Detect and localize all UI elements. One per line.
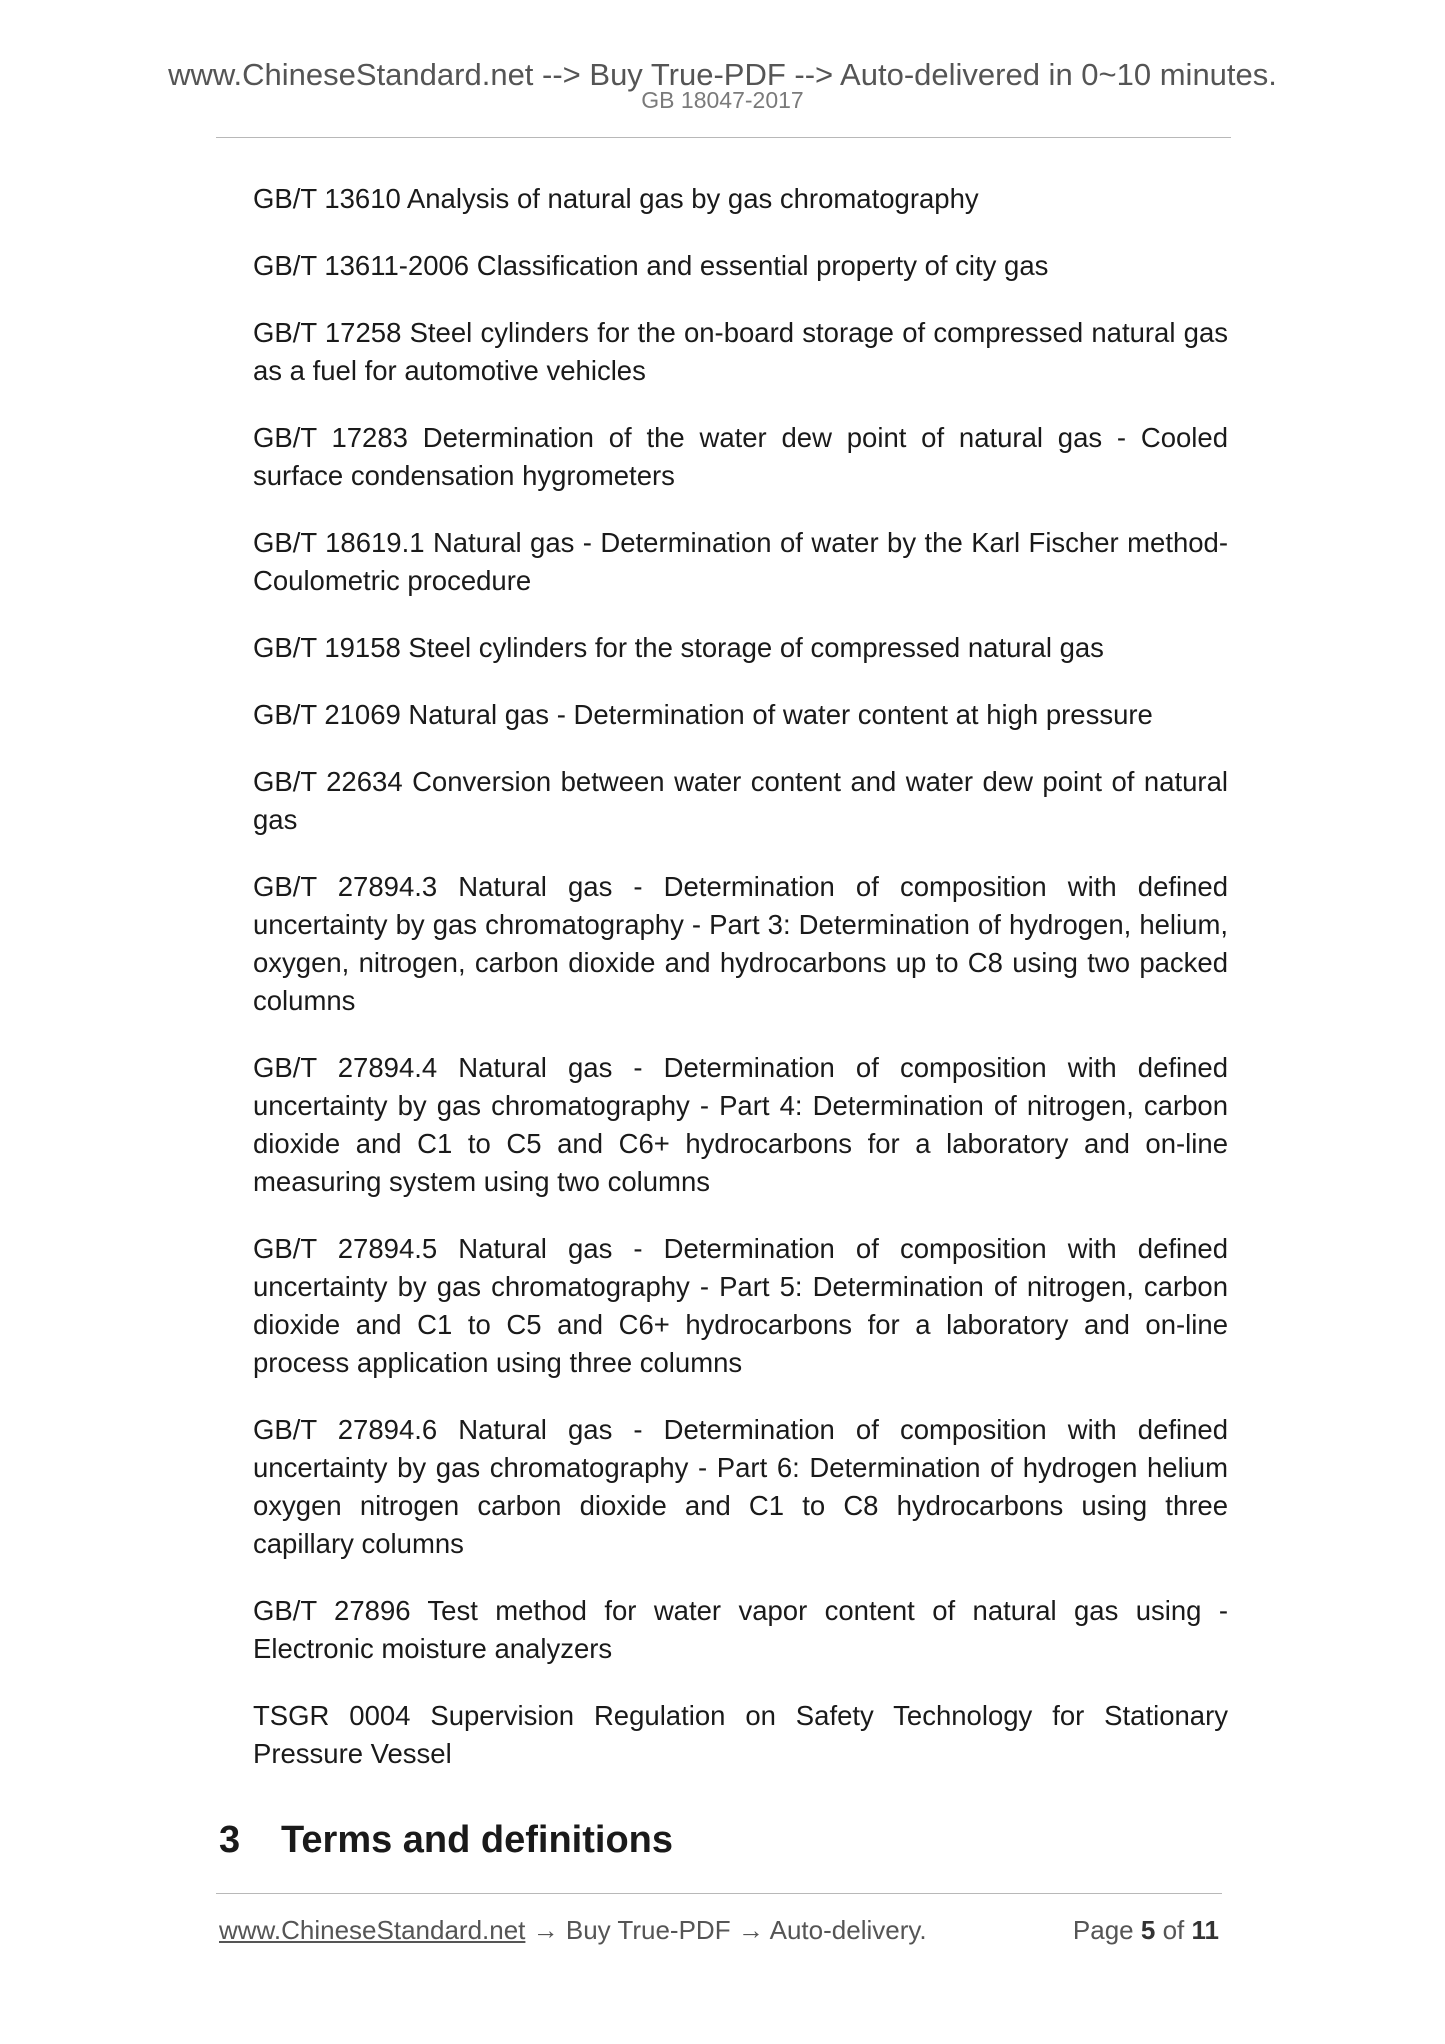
- reference-item: GB/T 19158 Steel cylinders for the storage of compressed natural gas: [253, 632, 1104, 663]
- reference-item: GB/T 27894.6 Natural gas - Determination of composition with defined uncertainty by gas chromatography - Part 6: Determination of hydrogen helium oxygen nitrogen carbon dioxide and C1 to C8 hydrocarbons using three capillary columns: [253, 1414, 1228, 1559]
- header-divider: [216, 137, 1231, 138]
- reference-item: GB/T 17258 Steel cylinders for the on-board storage of compressed natural gas as a fuel for automotive vehicles: [253, 317, 1228, 386]
- page-label: Page: [1072, 1915, 1134, 1945]
- footer-delivery-text: Auto-delivery.: [769, 1915, 927, 1945]
- section-title: Terms and definitions: [281, 1819, 674, 1861]
- section-number: 3: [219, 1819, 241, 1861]
- reference-item: GB/T 27894.3 Natural gas - Determination of composition with defined uncertainty by gas chromatography - Part 3: Determination of hydrogen, helium, oxygen, nitrogen, carbon dioxide and hydrocarbons up to C8 using two packed columns: [253, 871, 1228, 1016]
- reference-item: GB/T 22634 Conversion between water content and water dew point of natural gas: [253, 766, 1228, 835]
- header-banner: www.ChineseStandard.net --> Buy True-PDF --> Auto-delivered in 0~10 minutes.: [168, 57, 1277, 92]
- reference-item: GB/T 17283 Determination of the water dew point of natural gas - Cooled surface condensation hygrometers: [253, 422, 1228, 491]
- page-footer: [219, 1914, 1219, 1946]
- page-indicator: [1073, 1914, 1219, 1946]
- normative-references-list: [253, 180, 1228, 1802]
- reference-item: GB/T 13610 Analysis of natural gas by gas chromatography: [253, 183, 979, 214]
- footer-buy-text: Buy True-PDF: [565, 1915, 731, 1945]
- reference-item: GB/T 13611-2006 Classification and essential property of city gas: [253, 250, 1049, 281]
- footer-site-link[interactable]: www.ChineseStandard.net: [219, 1915, 526, 1945]
- reference-item: GB/T 18619.1 Natural gas - Determination of water by the Karl Fischer method-Coulometric procedure: [253, 527, 1228, 596]
- page-total: 11: [1191, 1915, 1219, 1945]
- reference-item: GB/T 27896 Test method for water vapor content of natural gas using - Electronic moisture analyzers: [253, 1595, 1228, 1664]
- page-of: of: [1162, 1915, 1185, 1945]
- reference-item: GB/T 27894.5 Natural gas - Determination of composition with defined uncertainty by gas chromatography - Part 5: Determination of nitrogen, carbon dioxide and C1 to C5 and C6+ hydrocarbons for a laboratory and on-line process application using three columns: [253, 1233, 1228, 1378]
- arrow-right-icon: →: [737, 1915, 764, 1945]
- document-number: GB 18047-2017: [641, 87, 804, 113]
- reference-item: GB/T 27894.4 Natural gas - Determination of composition with defined uncertainty by gas chromatography - Part 4: Determination of nitrogen, carbon dioxide and C1 to C5 and C6+ hydrocarbons for a laboratory and on-line measuring system using two columns: [253, 1052, 1228, 1197]
- section-heading: [219, 1818, 673, 1862]
- reference-item: GB/T 21069 Natural gas - Determination of water content at high pressure: [253, 699, 1153, 730]
- arrow-right-icon: →: [532, 1915, 559, 1945]
- footer-divider: [216, 1893, 1222, 1894]
- reference-item: TSGR 0004 Supervision Regulation on Safety Technology for Stationary Pressure Vessel: [253, 1700, 1228, 1769]
- page-current: 5: [1140, 1915, 1156, 1945]
